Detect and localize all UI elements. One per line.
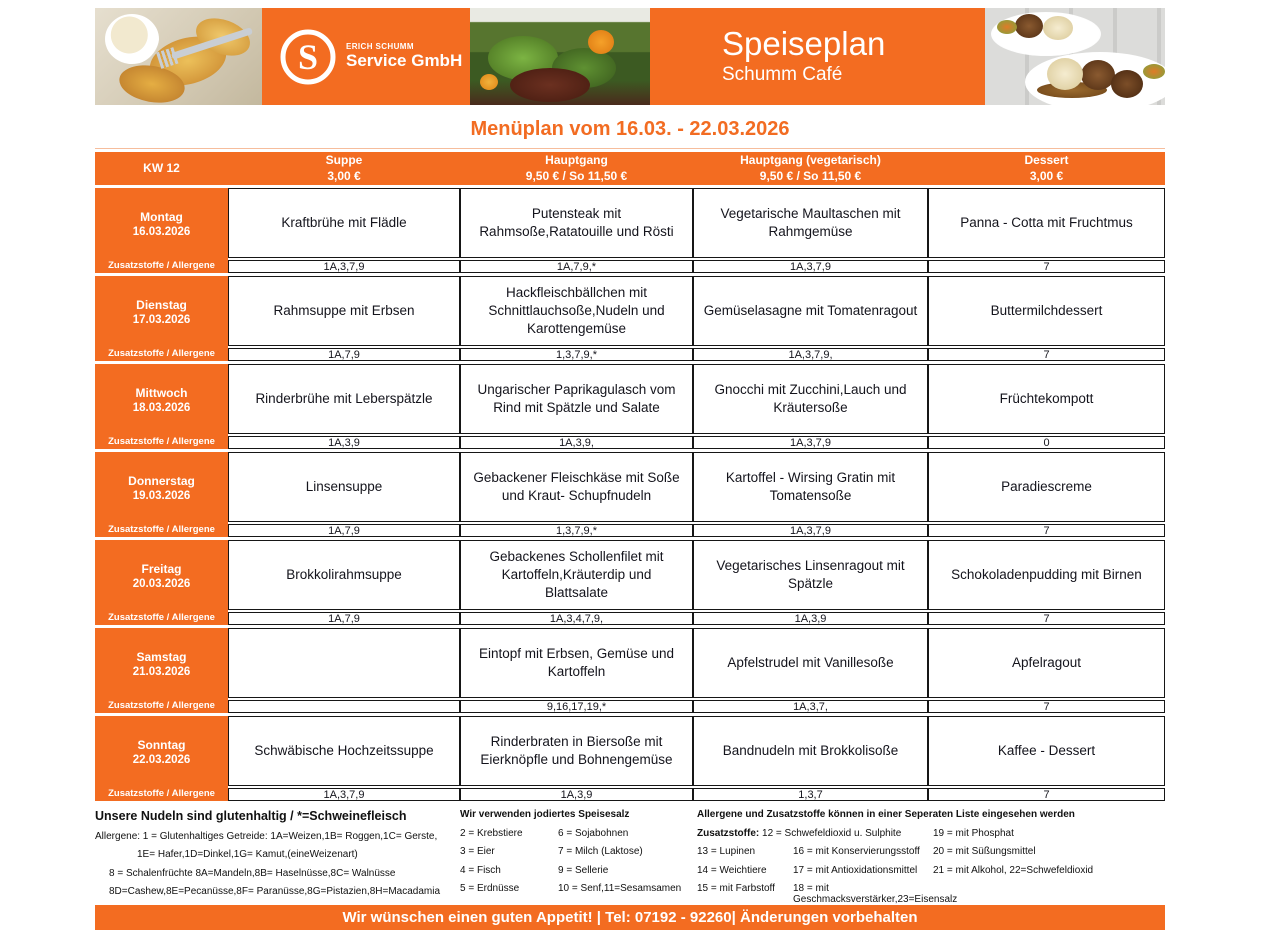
column-header-hauptgang: Hauptgang 9,50 € / So 11,50 €	[525, 152, 628, 183]
main-course-cell: Ungarischer Paprikagulasch vom Rind mit Spätzle und Salate	[460, 364, 693, 434]
day-name: Montag	[140, 210, 183, 224]
day-name: Donnerstag	[128, 474, 195, 488]
soup-cell: Kraftbrühe mit Flädle	[228, 188, 460, 258]
legend-entry: 3 = Eier	[460, 846, 495, 857]
table-header-row	[95, 152, 1165, 185]
legend-entry: 5 = Erdnüsse	[460, 883, 520, 894]
day-name: Samstag	[136, 650, 187, 664]
allergen-row-label: Zusatzstoffe / Allergene	[108, 348, 215, 359]
salad-photo	[470, 8, 650, 105]
column-header-dessert: Dessert 3,00 €	[1024, 152, 1069, 183]
legend-entry: 18 = mit Geschmacksverstärker,23=Eisensalz	[793, 883, 958, 905]
allergen-row-label: Zusatzstoffe / Allergene	[108, 436, 215, 447]
dessert-cell: Apfelragout	[928, 628, 1165, 698]
allergen-row-label: Zusatzstoffe / Allergene	[108, 260, 215, 271]
main-course-allergens: 1A,7,9,*	[460, 260, 693, 273]
legend-row	[460, 865, 690, 876]
vegetarian-course-cell: Bandnudeln mit Brokkolisoße	[693, 716, 928, 786]
dessert-cell: Kaffee - Dessert	[928, 716, 1165, 786]
soup-cell: Linsensuppe	[228, 452, 460, 522]
schumm-logo-icon	[278, 27, 338, 87]
menu-week-heading: Menüplan vom 16.03. - 22.03.2026	[470, 118, 790, 140]
day-date: 16.03.2026	[132, 226, 191, 238]
day-header-cell	[95, 452, 228, 537]
legend-line: 8D=Cashew,8E=Pecanüsse,8F= Paranüsse,8G=Pistazien,8H=Macadamia	[109, 886, 441, 897]
day-header-cell	[95, 188, 228, 273]
legend-right-heading: Allergene und Zusatzstoffe können in einer Seperaten Liste eingesehen werden	[697, 809, 1075, 820]
header-banner	[95, 8, 1165, 105]
dip-bowl-shape	[105, 14, 159, 64]
legend-entry: 9 = Sellerie	[558, 864, 609, 876]
main-course-allergens: 9,16,17,19,*	[460, 700, 693, 713]
legend-middle-rows	[460, 828, 690, 895]
soup-allergens: 1A,3,7,9	[228, 260, 460, 273]
day-name: Sonntag	[137, 738, 186, 752]
legend-row	[697, 846, 1165, 857]
soup-allergens	[228, 700, 460, 713]
day-date: 22.03.2026	[132, 754, 191, 766]
legend-entry: 13 = Lupinen	[697, 846, 756, 857]
legend-left-heading: Unsere Nudeln sind glutenhaltig / *=Schweinefleisch	[95, 809, 407, 823]
heading-divider	[95, 148, 1165, 149]
legend-entry: 17 = mit Antioxidationsmittel	[793, 864, 918, 876]
menu-table-days	[95, 188, 1165, 801]
main-course-cell: Gebackenes Schollenfilet mit Kartoffeln,Kräuterdip und Blattsalate	[460, 540, 693, 610]
allergen-row-label: Zusatzstoffe / Allergene	[108, 788, 215, 799]
legend-allergens-group	[95, 809, 455, 897]
legend-row	[697, 883, 1165, 905]
main-course-cell: Eintopf mit Erbsen, Gemüse und Kartoffeln	[460, 628, 693, 698]
menu-day-block	[95, 276, 1165, 361]
legend-line: 8 = Schalenfrüchte 8A=Mandeln,8B= Haselnüsse,8C= Walnüsse	[109, 867, 396, 879]
vegetarian-course-cell: Gnocchi mit Zucchini,Lauch und Kräutersoße	[693, 364, 928, 434]
legend-line: 1E= Hafer,1D=Dinkel,1G= Kamut,(eineWeizenart)	[137, 849, 358, 860]
dessert-allergens: 0	[928, 436, 1165, 449]
legend-entry: 21 = mit Alkohol, 22=Schwefeldioxid	[933, 864, 1094, 876]
vegetarian-course-allergens: 1A,3,7,	[693, 700, 928, 713]
vegetarian-course-cell: Apfelstrudel mit Vanillesoße	[693, 628, 928, 698]
soup-allergens: 1A,7,9	[228, 348, 460, 361]
dessert-allergens: 7	[928, 348, 1165, 361]
main-course-cell: Putensteak mit Rahmsoße,Ratatouille und Rösti	[460, 188, 693, 258]
vegetarian-course-cell: Vegetarische Maultaschen mit Rahmgemüse	[693, 188, 928, 258]
legend-entry: 15 = mit Farbstoff	[697, 883, 775, 894]
allergen-row-label: Zusatzstoffe / Allergene	[108, 524, 215, 535]
pasta-dish-photo	[95, 8, 262, 105]
banner-title-block	[650, 8, 985, 105]
legend-entry: 20 = mit Süßungsmittel	[933, 846, 1036, 857]
vegetarian-course-allergens: 1A,3,7,9,	[693, 348, 928, 361]
day-name: Mittwoch	[135, 386, 188, 400]
day-header-cell	[95, 540, 228, 625]
company-name-big: Service GmbH	[346, 50, 463, 70]
svg-text:S: S	[297, 36, 319, 77]
company-logo-block	[262, 8, 470, 105]
main-course-allergens: 1,3,7,9,*	[460, 348, 693, 361]
legend-additives-row: Zusatzstoffe: 12 = Schwefeldioxid u. Sulphite 19 = mit Phosphat	[697, 827, 1014, 839]
dessert-cell: Buttermilchdessert	[928, 276, 1165, 346]
dessert-allergens: 7	[928, 260, 1165, 273]
menu-day-block	[95, 452, 1165, 537]
main-course-cell: Gebackener Fleischkäse mit Soße und Kraut- Schupfnudeln	[460, 452, 693, 522]
vegetarian-course-cell: Gemüselasagne mit Tomatenragout	[693, 276, 928, 346]
legend-entry: 14 = Weichtiere	[697, 864, 767, 876]
soup-cell: Rahmsuppe mit Erbsen	[228, 276, 460, 346]
legend-salt-group	[460, 809, 690, 894]
dessert-cell: Panna - Cotta mit Fruchtmus	[928, 188, 1165, 258]
menu-page	[95, 8, 1165, 930]
vegetarian-course-allergens: 1,3,7	[693, 788, 928, 801]
dessert-cell: Schokoladenpudding mit Birnen	[928, 540, 1165, 610]
meatballs-photo	[985, 8, 1165, 105]
vegetarian-course-allergens: 1A,3,9	[693, 612, 928, 625]
soup-allergens: 1A,7,9	[228, 524, 460, 537]
legend-entry: 6 = Sojabohnen	[558, 827, 629, 839]
vegetarian-course-allergens: 1A,3,7,9	[693, 436, 928, 449]
legend-additives-group	[697, 809, 1165, 905]
day-date: 17.03.2026	[132, 314, 191, 326]
legend-row	[460, 883, 690, 894]
soup-allergens: 1A,3,9	[228, 436, 460, 449]
main-course-allergens: 1A,3,4,7,9,	[460, 612, 693, 625]
soup-cell: Rinderbrühe mit Leberspätzle	[228, 364, 460, 434]
day-date: 20.03.2026	[132, 578, 191, 590]
main-course-allergens: 1A,3,9	[460, 788, 693, 801]
column-header-hauptgang-vegetarisch: Hauptgang (vegetarisch) 9,50 € / So 11,50 €	[740, 152, 881, 183]
legend-entry	[933, 883, 1165, 905]
allergen-row-label: Zusatzstoffe / Allergene	[108, 700, 215, 711]
main-course-allergens: 1A,3,9,	[460, 436, 693, 449]
column-header-suppe: Suppe 3,00 €	[325, 152, 363, 183]
day-header-cell	[95, 628, 228, 713]
legend-entry: 16 = mit Konservierungsstoff	[793, 846, 920, 857]
week-label: KW 12	[143, 160, 180, 175]
page-title: Speiseplan	[722, 25, 886, 63]
legend-entry: 4 = Fisch	[460, 864, 501, 876]
legend-row	[460, 846, 690, 857]
page-subtitle: Schumm Café	[722, 63, 843, 85]
menu-day-block	[95, 364, 1165, 449]
footer-message-bar: Wir wünschen einen guten Appetit! | Tel: 07192 - 92260| Änderungen vorbehalten	[95, 905, 1165, 930]
legend-row	[460, 828, 690, 839]
dessert-allergens: 7	[928, 700, 1165, 713]
soup-allergens: 1A,3,7,9	[228, 788, 460, 801]
main-course-cell: Hackfleischbällchen mit Schnittlauchsoße,Nudeln und Karottengemüse	[460, 276, 693, 346]
week-label-cell	[95, 152, 228, 185]
allergen-row-label: Zusatzstoffe / Allergene	[108, 612, 215, 623]
soup-allergens: 1A,7,9	[228, 612, 460, 625]
soup-cell: Schwäbische Hochzeitssuppe	[228, 716, 460, 786]
dessert-allergens: 7	[928, 788, 1165, 801]
day-header-cell	[95, 364, 228, 449]
day-date: 18.03.2026	[132, 402, 191, 414]
legend-entry: 10 = Senf,11=Sesamsamen	[558, 883, 682, 894]
legend-left-lines	[95, 831, 455, 898]
dessert-allergens: 7	[928, 612, 1165, 625]
dessert-cell: Früchtekompott	[928, 364, 1165, 434]
day-header-cell	[95, 716, 228, 801]
vegetarian-course-allergens: 1A,3,7,9	[693, 260, 928, 273]
day-name: Freitag	[141, 562, 182, 576]
day-date: 21.03.2026	[132, 666, 191, 678]
menu-day-block	[95, 628, 1165, 713]
menu-day-block	[95, 540, 1165, 625]
soup-cell: Brokkolirahmsuppe	[228, 540, 460, 610]
legend-middle-heading: Wir verwenden jodiertes Speisesalz	[460, 809, 630, 820]
vegetarian-course-cell: Vegetarisches Linsenragout mit Spätzle	[693, 540, 928, 610]
legend-line: Allergene: 1 = Glutenhaltiges Getreide: 1A=Weizen,1B= Roggen,1C= Gerste,	[95, 830, 438, 842]
allergen-legend	[95, 809, 1165, 905]
legend-entry: 2 = Krebstiere	[460, 827, 523, 839]
vegetarian-course-allergens: 1A,3,7,9	[693, 524, 928, 537]
menu-day-block	[95, 716, 1165, 801]
dessert-allergens: 7	[928, 524, 1165, 537]
day-header-cell	[95, 276, 228, 361]
day-date: 19.03.2026	[132, 490, 191, 502]
legend-row	[697, 865, 1165, 876]
company-name-small: ERICH SCHUMM	[346, 42, 414, 52]
menu-day-block	[95, 188, 1165, 273]
vegetarian-course-cell: Kartoffel - Wirsing Gratin mit Tomatensoße	[693, 452, 928, 522]
main-course-allergens: 1,3,7,9,*	[460, 524, 693, 537]
dessert-cell: Paradiescreme	[928, 452, 1165, 522]
main-course-cell: Rinderbraten in Biersoße mit Eierknöpfle und Bohnengemüse	[460, 716, 693, 786]
zusatzstoffe-label: Zusatzstoffe:	[697, 827, 760, 839]
legend-entry: 7 = Milch (Laktose)	[558, 846, 643, 857]
soup-cell	[228, 628, 460, 698]
legend-right-rows	[697, 846, 1165, 905]
day-name: Dienstag	[136, 298, 187, 312]
